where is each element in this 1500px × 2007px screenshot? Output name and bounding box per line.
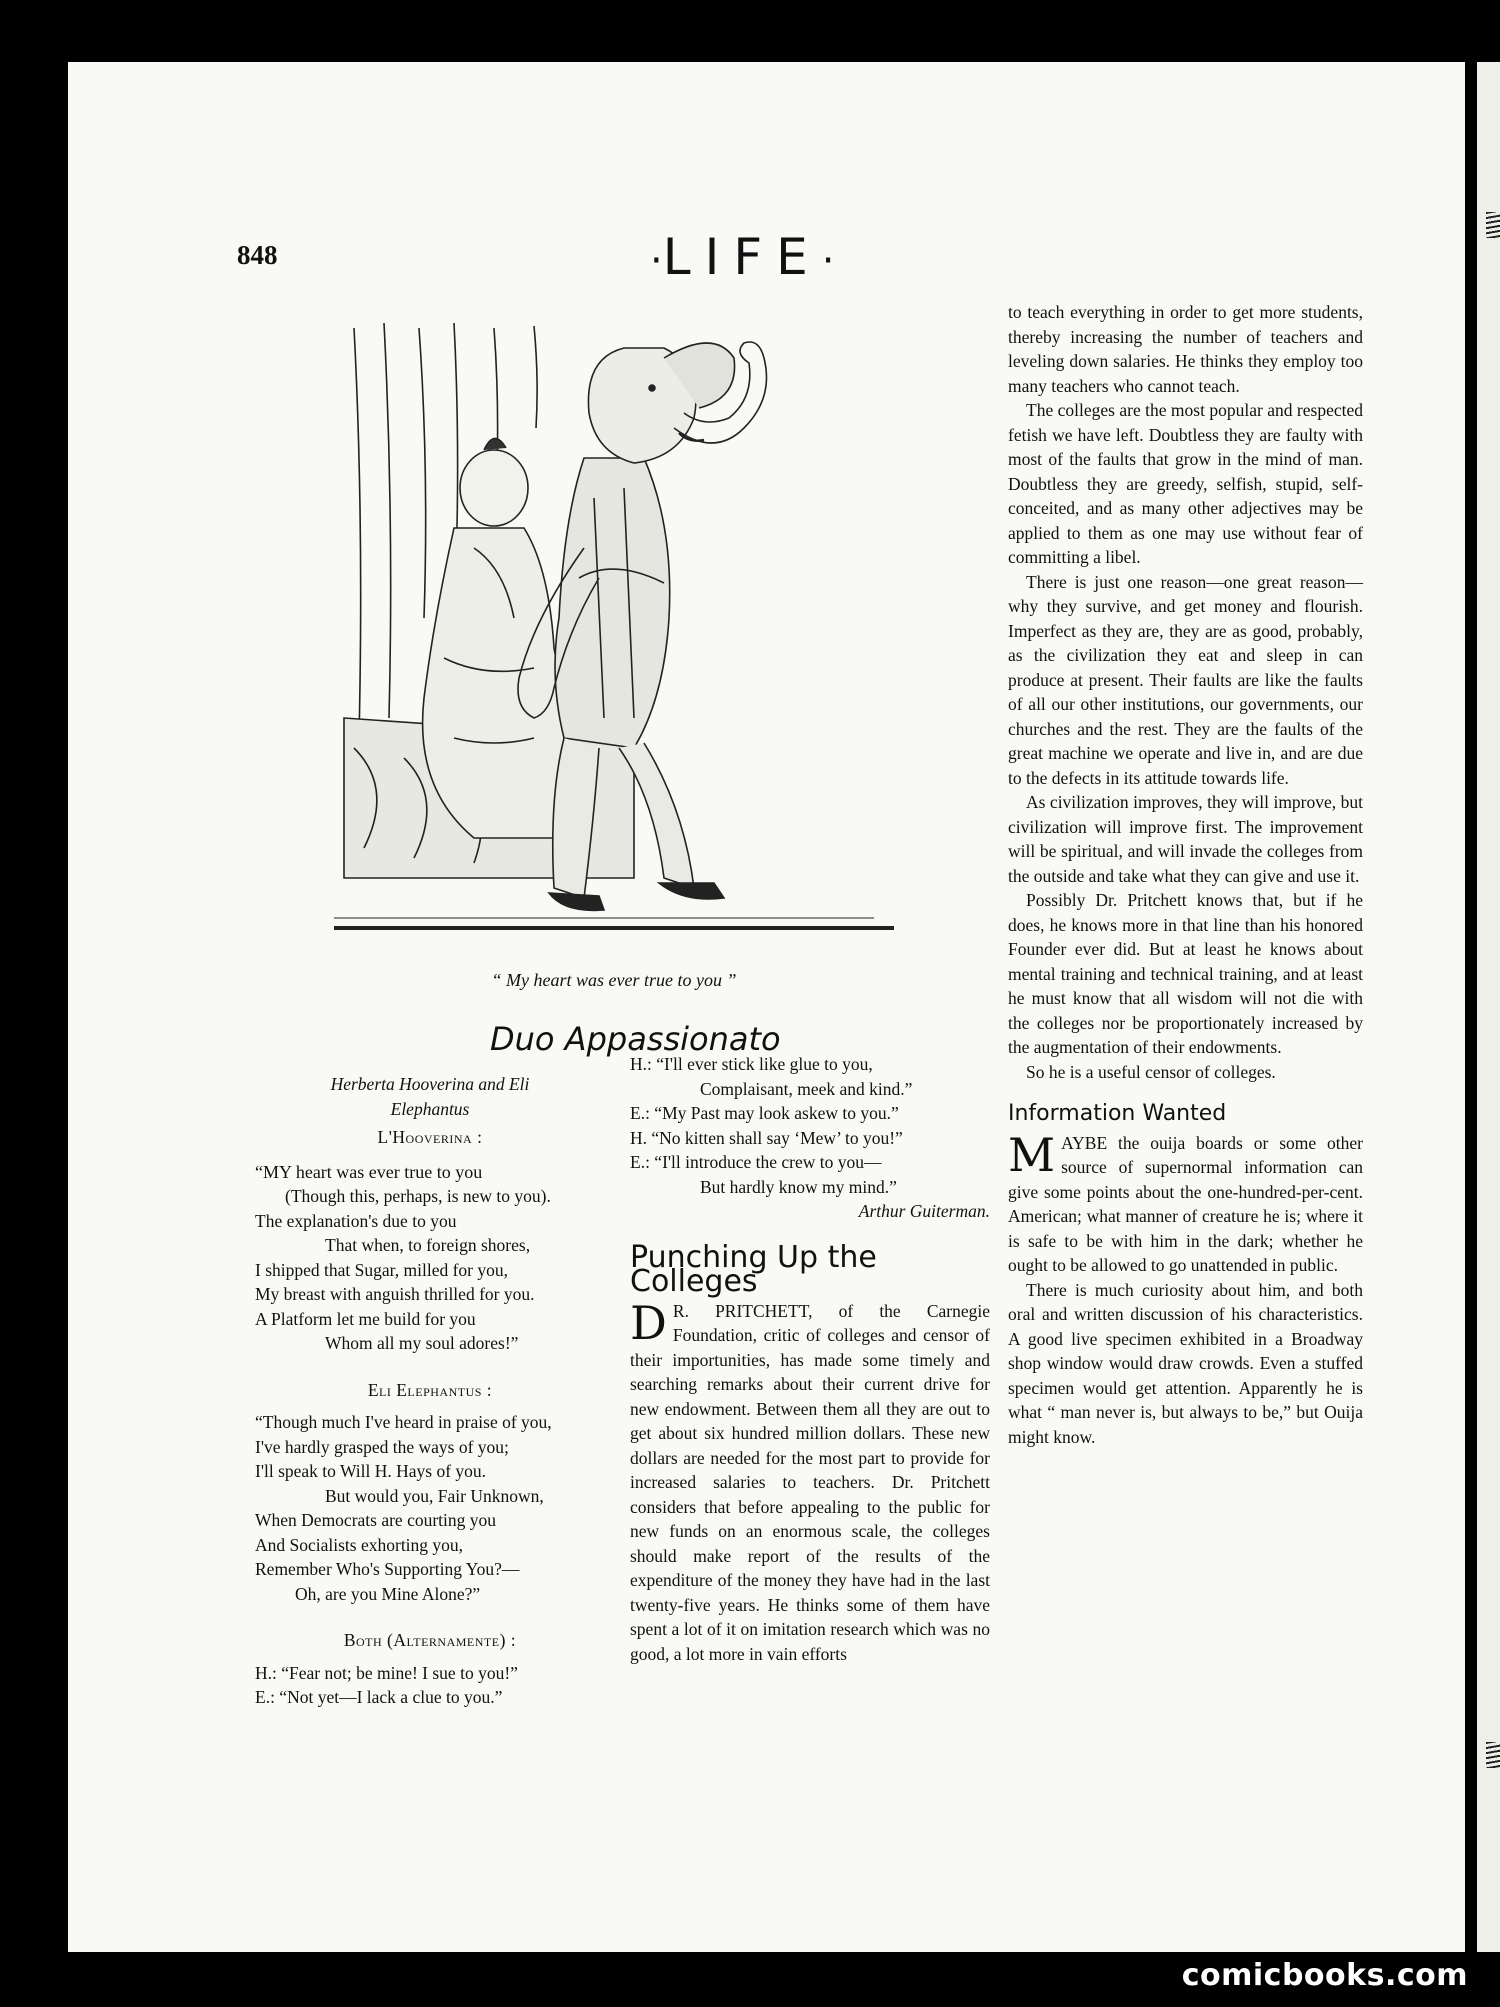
poem-line: When Democrats are courting you	[255, 1510, 497, 1530]
poem-line: A Platform let me build for you	[255, 1308, 476, 1329]
article-paragraph: There is much curiosity about him, and both oral and written discussion of his characteristics. A good live specimen exhibited in a Broadway shop window would draw crowds. Even a stuffed specimen would get attention. Apparently he is what “ man never is, but always to be,” but Ouija might know.	[1008, 1279, 1363, 1447]
article-paragraph: So he is a useful censor of colleges.	[1026, 1061, 1276, 1082]
drop-cap: M	[1008, 1127, 1056, 1182]
poem-line: I shipped that Sugar, milled for you,	[255, 1259, 509, 1280]
poem-line: I've hardly grasped the ways of you;	[255, 1436, 509, 1457]
page-number: 848	[237, 240, 278, 270]
article-text: R. PRITCHETT, of the Carnegie Foundation, critic of colleges and censor of their importunities, has made some timely and searching remarks about their current drive for new endowment. Between them all they are out to get about six hundred million dollars. These new dollars are needed for the most part to provide for increased salaries to teachers. Dr. Pritchett considers that before appealing to the public for new funds on an enormous scale, the colleges should make report of the results of the expenditure of the money they have had in the last twenty-five years. He thinks some of them have spent a lot of it on imitation research which was no good, a lot more in vain efforts	[630, 1300, 990, 1664]
article-column-right	[1008, 300, 1363, 1449]
poem-line: And Socialists exhorting you,	[255, 1534, 464, 1555]
poem-title: Duo Appassionato	[490, 1020, 781, 1058]
poem-speaker: Eli Elephantus :	[367, 1379, 493, 1400]
poem-line: I'll speak to Will H. Hays of you.	[255, 1461, 487, 1481]
poem-line: That when, to foreign shores,	[325, 1235, 531, 1255]
poem-line: The explanation's due to you	[255, 1210, 457, 1231]
elephant-cartoon-illustration	[334, 318, 894, 958]
poem-author: Arthur Guiterman.	[858, 1201, 990, 1221]
article-paragraph: The colleges are the most popular and respected fetish we have left. Doubtless they are faulty with most of the faults that grow in the mind of man. Doubtless they are greedy, selfish, stupid, self-conceited, and as many other adjectives may be applied to them as one may use without fear of committing a libel.	[1008, 400, 1363, 567]
poem-line: “Though much I've heard in praise of you,	[255, 1412, 552, 1432]
poem-characters: Herberta Hooverina and Eli Elephantus	[330, 1074, 530, 1119]
binding-mark	[1486, 1742, 1500, 1768]
poem-line: But would you, Fair Unknown,	[325, 1485, 544, 1506]
article-paragraph: Possibly Dr. Pritchett knows that, but if he does, he knows more in that line than his honored Founder ever did. But at least he knows about mental training and technical training, and at least he must know that all wisdom will not die with the colleges nor be proportionately increased by the augmentation of their endowments.	[1008, 890, 1363, 1057]
poem-speaker: L'Hooverina :	[377, 1127, 483, 1147]
poem-line: But hardly know my mind.”	[700, 1176, 897, 1197]
watermark-brand: comicbooks.com	[1181, 1958, 1468, 1993]
article-paragraph: There is just one reason—one great reason—why they survive, and get money and flourish. Imperfect as they are, they are as good, probably, as the civilization they eat and sleep in can produce at present. Their faults are like the faults of all our other institutions, our governments, our churches and the rest. They are the faults of the great machine we operate and live in, and are due to the defects in its attitude towards life.	[1008, 571, 1363, 788]
article-text: AYBE the ouija boards or some other source of supernormal information can give some points about the one-hundred-per-cent. American; what manner of creature he is; where it is safe to be with him in the dark; whether he ought to be allowed to go unattended in public.	[1008, 1132, 1363, 1275]
poem-speaker: Both (Alternamente) :	[343, 1630, 517, 1650]
poem-line: “MY heart was ever true to you	[255, 1161, 483, 1182]
article-body	[630, 1295, 990, 1667]
poem-column-left	[255, 1072, 605, 1710]
masthead-title: LIFE	[662, 228, 822, 286]
poem-line: My breast with anguish thrilled for you.	[255, 1284, 535, 1304]
drop-cap: D	[630, 1295, 667, 1350]
poem-line: E.: “Not yet—I lack a clue to you.”	[255, 1687, 503, 1707]
poem-line: H.: “Fear not; be mine! I sue to you!”	[255, 1662, 518, 1683]
poem-line: Oh, are you Mine Alone?”	[295, 1583, 481, 1604]
binding-mark	[1486, 212, 1500, 238]
illustration-caption: “ My heart was ever true to you ”	[491, 970, 737, 990]
masthead: ·LIFE·	[650, 228, 835, 286]
next-page-edge	[1477, 62, 1500, 1952]
poem-line: H. “No kitten shall say ‘Mew’ to you!”	[630, 1127, 903, 1148]
article-paragraph	[1008, 1127, 1363, 1278]
article-column-middle	[630, 1052, 990, 1666]
article-title: Information Wanted	[1008, 1101, 1227, 1126]
poem-line: Whom all my soul adores!”	[325, 1333, 519, 1353]
article-paragraph: As civilization improves, they will improve, but civilization will improve first. The improvement will be spiritual, and will invade the colleges from the outside and take what they can give and use it.	[1008, 792, 1363, 886]
poem-line: Remember Who's Supporting You?—	[255, 1559, 520, 1579]
poem-line: (Though this, perhaps, is new to you).	[285, 1186, 551, 1206]
poem-line: E.: “My Past may look askew to you.”	[630, 1103, 899, 1123]
poem-line: E.: “I'll introduce the crew to you—	[630, 1152, 882, 1172]
article-title: Punching Up the Colleges	[630, 1239, 877, 1299]
article-paragraph: to teach everything in order to get more students, thereby increasing the number of teachers and leveling down salaries. He thinks they employ too many teachers who cannot teach.	[1008, 302, 1363, 396]
poem-line: Complaisant, meek and kind.”	[700, 1078, 913, 1099]
poem-line: H.: “I'll ever stick like glue to you,	[630, 1054, 873, 1074]
poem-continuation	[630, 1052, 990, 1224]
